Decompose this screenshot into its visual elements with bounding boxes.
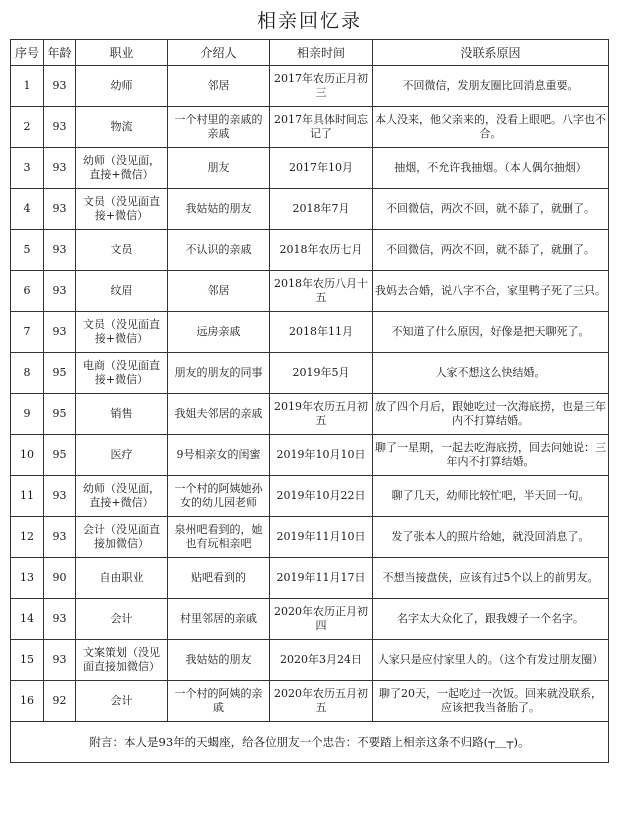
cell-age: 93	[44, 107, 76, 148]
cell-reason: 不知道了什么原因，好像是把天聊死了。	[373, 312, 609, 353]
footnote-row	[11, 722, 609, 763]
cell-time: 2017年具体时间忘记了	[270, 107, 373, 148]
cell-time: 2019年10月22日	[270, 476, 373, 517]
cell-introducer: 一个村的阿姨她孙女的幼儿园老师	[168, 476, 270, 517]
table-row	[11, 148, 609, 189]
cell-no: 1	[11, 66, 44, 107]
table-row	[11, 435, 609, 476]
cell-time: 2018年7月	[270, 189, 373, 230]
cell-no: 7	[11, 312, 44, 353]
cell-age: 93	[44, 517, 76, 558]
cell-introducer: 我姑姑的朋友	[168, 189, 270, 230]
header-age: 年龄	[44, 40, 76, 66]
dating-record-table	[10, 39, 609, 763]
cell-job: 文员（没见面直接+微信）	[76, 189, 168, 230]
table-row	[11, 476, 609, 517]
cell-no: 6	[11, 271, 44, 312]
cell-job: 自由职业	[76, 558, 168, 599]
cell-job: 文员	[76, 230, 168, 271]
cell-introducer: 朋友	[168, 148, 270, 189]
cell-age: 93	[44, 271, 76, 312]
cell-time: 2018年农历八月十五	[270, 271, 373, 312]
cell-no: 12	[11, 517, 44, 558]
cell-job: 幼师（没见面，直接+微信）	[76, 476, 168, 517]
table-row	[11, 66, 609, 107]
cell-introducer: 朋友的朋友的同事	[168, 353, 270, 394]
cell-no: 5	[11, 230, 44, 271]
cell-job: 电商（没见面直接+微信）	[76, 353, 168, 394]
cell-time: 2018年农历七月	[270, 230, 373, 271]
cell-no: 9	[11, 394, 44, 435]
table-row	[11, 230, 609, 271]
cell-time: 2020年农历五月初五	[270, 681, 373, 722]
cell-reason: 聊了一星期，一起去吃海底捞，回去问她说：三年内不打算结婚。	[373, 435, 609, 476]
cell-reason: 不想当接盘侠，应该有过5个以上的前男友。	[373, 558, 609, 599]
cell-age: 93	[44, 66, 76, 107]
header-time: 相亲时间	[270, 40, 373, 66]
table-row	[11, 599, 609, 640]
cell-job: 医疗	[76, 435, 168, 476]
cell-age: 93	[44, 476, 76, 517]
cell-no: 14	[11, 599, 44, 640]
cell-introducer: 远房亲戚	[168, 312, 270, 353]
cell-introducer: 邻居	[168, 271, 270, 312]
cell-time: 2017年农历正月初三	[270, 66, 373, 107]
cell-reason: 人家只是应付家里人的。（这个有发过朋友圈）	[373, 640, 609, 681]
cell-time: 2017年10月	[270, 148, 373, 189]
cell-age: 93	[44, 189, 76, 230]
cell-age: 95	[44, 353, 76, 394]
header-no: 序号	[11, 40, 44, 66]
cell-introducer: 村里邻居的亲戚	[168, 599, 270, 640]
cell-job: 幼师（没见面，直接+微信）	[76, 148, 168, 189]
cell-job: 文员（没见面直接+微信）	[76, 312, 168, 353]
cell-reason: 我妈去合婚，说八字不合，家里鸭子死了三只。	[373, 271, 609, 312]
cell-no: 3	[11, 148, 44, 189]
cell-reason: 发了张本人的照片给她，就没回消息了。	[373, 517, 609, 558]
page-title: 相亲回忆录	[256, 10, 362, 32]
cell-reason: 本人没来，他父亲来的，没看上眼吧。八字也不合。	[373, 107, 609, 148]
cell-time: 2019年11月17日	[270, 558, 373, 599]
cell-job: 销售	[76, 394, 168, 435]
cell-no: 13	[11, 558, 44, 599]
cell-age: 93	[44, 599, 76, 640]
cell-age: 93	[44, 148, 76, 189]
table-row	[11, 312, 609, 353]
cell-job: 会计（没见面直接加微信）	[76, 517, 168, 558]
cell-age: 90	[44, 558, 76, 599]
cell-reason: 聊了几天，幼师比较忙吧，半天回一句。	[373, 476, 609, 517]
header-reason: 没联系原因	[373, 40, 609, 66]
cell-introducer: 邻居	[168, 66, 270, 107]
cell-age: 93	[44, 312, 76, 353]
cell-no: 10	[11, 435, 44, 476]
cell-job: 会计	[76, 599, 168, 640]
table-row	[11, 107, 609, 148]
cell-job: 会计	[76, 681, 168, 722]
cell-age: 93	[44, 640, 76, 681]
cell-reason: 抽烟，不允许我抽烟。（本人偶尔抽烟）	[373, 148, 609, 189]
cell-no: 8	[11, 353, 44, 394]
cell-no: 4	[11, 189, 44, 230]
header-job: 职业	[76, 40, 168, 66]
table-row	[11, 189, 609, 230]
cell-introducer: 不认识的亲戚	[168, 230, 270, 271]
cell-reason: 放了四个月后，跟她吃过一次海底捞，也是三年内不打算结婚。	[373, 394, 609, 435]
cell-age: 95	[44, 394, 76, 435]
cell-age: 93	[44, 230, 76, 271]
cell-time: 2020年3月24日	[270, 640, 373, 681]
cell-time: 2019年10月10日	[270, 435, 373, 476]
cell-job: 幼师	[76, 66, 168, 107]
cell-job: 物流	[76, 107, 168, 148]
cell-reason: 不回微信，两次不回，就不舔了，就删了。	[373, 230, 609, 271]
cell-introducer: 我姑姑的朋友	[168, 640, 270, 681]
cell-introducer: 一个村里的亲戚的亲戚	[168, 107, 270, 148]
cell-time: 2019年5月	[270, 353, 373, 394]
table-row	[11, 681, 609, 722]
cell-introducer: 我姐夫邻居的亲戚	[168, 394, 270, 435]
cell-reason: 不回微信，两次不回，就不舔了，就删了。	[373, 189, 609, 230]
table-row	[11, 394, 609, 435]
cell-job: 文案策划（没见面直接加微信）	[76, 640, 168, 681]
footnote: 附言：本人是93年的天蝎座，给各位朋友一个忠告：不要踏上相亲这条不归路(┬＿┬)。	[11, 722, 609, 763]
cell-reason: 不回微信，发朋友圈比回消息重要。	[373, 66, 609, 107]
table-row	[11, 353, 609, 394]
cell-introducer: 贴吧看到的	[168, 558, 270, 599]
cell-time: 2020年农历正月初四	[270, 599, 373, 640]
table-row	[11, 640, 609, 681]
cell-introducer: 一个村的阿姨的亲戚	[168, 681, 270, 722]
cell-introducer: 泉州吧看到的，她也有玩相亲吧	[168, 517, 270, 558]
cell-job: 纹眉	[76, 271, 168, 312]
cell-no: 16	[11, 681, 44, 722]
cell-no: 2	[11, 107, 44, 148]
header-introducer: 介绍人	[168, 40, 270, 66]
cell-time: 2019年农历五月初五	[270, 394, 373, 435]
cell-no: 11	[11, 476, 44, 517]
cell-age: 95	[44, 435, 76, 476]
table-row	[11, 271, 609, 312]
table-row	[11, 558, 609, 599]
cell-reason: 人家不想这么快结婚。	[373, 353, 609, 394]
table-row	[11, 517, 609, 558]
cell-reason: 名字太大众化了，跟我嫂子一个名字。	[373, 599, 609, 640]
header-row	[11, 40, 609, 66]
cell-reason: 聊了20天，一起吃过一次饭。回来就没联系，应该把我当备胎了。	[373, 681, 609, 722]
cell-no: 15	[11, 640, 44, 681]
cell-age: 92	[44, 681, 76, 722]
cell-time: 2019年11月10日	[270, 517, 373, 558]
cell-introducer: 9号相亲女的闺蜜	[168, 435, 270, 476]
cell-time: 2018年11月	[270, 312, 373, 353]
